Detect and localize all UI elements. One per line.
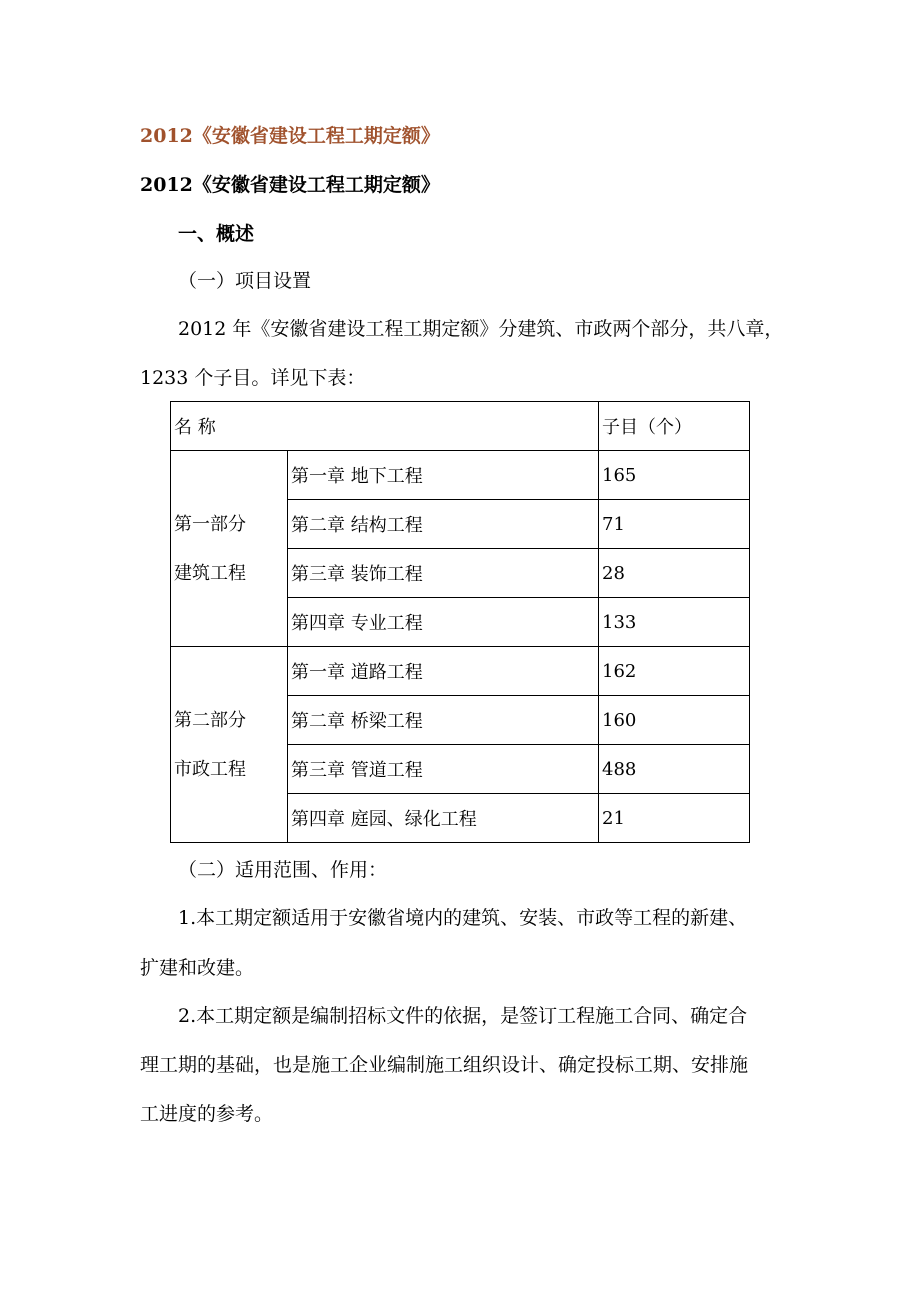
paragraph-line: 工进度的参考。 bbox=[140, 1103, 274, 1125]
paragraph-line: 2.本工期定额是编制招标文件的依据，是签订工程施工合同、确定合 bbox=[178, 1005, 748, 1027]
chapter-count-cell: 28 bbox=[599, 549, 750, 598]
header-name-cell: 名 称 bbox=[171, 402, 599, 451]
group-label-line: 第二部分 bbox=[174, 709, 246, 731]
group-cell-building bbox=[171, 451, 288, 647]
document-title: 2012《安徽省建设工程工期定额》 bbox=[140, 174, 440, 196]
chapter-name-cell: 第三章 装饰工程 bbox=[288, 549, 599, 598]
chapter-name-cell: 第四章 庭园、绿化工程 bbox=[288, 794, 599, 843]
chapter-name-cell: 第三章 管道工程 bbox=[288, 745, 599, 794]
paragraph-line: 2012 年《安徽省建设工程工期定额》分建筑、市政两个部分，共八章， bbox=[178, 318, 784, 340]
chapter-count-cell: 488 bbox=[599, 745, 750, 794]
chapter-name-cell: 第二章 桥梁工程 bbox=[288, 696, 599, 745]
group-label-line: 市政工程 bbox=[174, 758, 246, 780]
chapter-count-cell: 71 bbox=[599, 500, 750, 549]
table-header-row bbox=[171, 402, 750, 451]
chapter-name-cell: 第一章 道路工程 bbox=[288, 647, 599, 696]
subsection-heading-scope: （二）适用范围、作用： bbox=[178, 859, 388, 881]
chapter-name-cell: 第一章 地下工程 bbox=[288, 451, 599, 500]
chapter-summary-table bbox=[170, 401, 750, 843]
paragraph-line: 理工期的基础，也是施工企业编制施工组织设计、确定投标工期、安排施 bbox=[140, 1054, 749, 1076]
table-row bbox=[171, 647, 750, 696]
chapter-name-cell: 第四章 专业工程 bbox=[288, 598, 599, 647]
header-count-cell: 子目（个） bbox=[599, 402, 750, 451]
document-title-link[interactable]: 2012《安徽省建设工程工期定额》 bbox=[140, 125, 440, 147]
group-label-line: 建筑工程 bbox=[174, 562, 246, 584]
table-row bbox=[171, 451, 750, 500]
chapter-name-cell: 第二章 结构工程 bbox=[288, 500, 599, 549]
section-heading-overview: 一、概述 bbox=[178, 223, 255, 245]
paragraph-line: 扩建和改建。 bbox=[140, 957, 255, 979]
chapter-count-cell: 162 bbox=[599, 647, 750, 696]
subsection-heading-project-setup: （一）项目设置 bbox=[178, 270, 312, 292]
chapter-count-cell: 160 bbox=[599, 696, 750, 745]
chapter-count-cell: 133 bbox=[599, 598, 750, 647]
paragraph-line: 1.本工期定额适用于安徽省境内的建筑、安装、市政等工程的新建、 bbox=[178, 907, 748, 929]
paragraph-line: 1233 个子目。详见下表： bbox=[140, 367, 366, 389]
chapter-count-cell: 21 bbox=[599, 794, 750, 843]
group-cell-municipal bbox=[171, 647, 288, 843]
group-label-line: 第一部分 bbox=[174, 513, 246, 535]
chapter-count-cell: 165 bbox=[599, 451, 750, 500]
